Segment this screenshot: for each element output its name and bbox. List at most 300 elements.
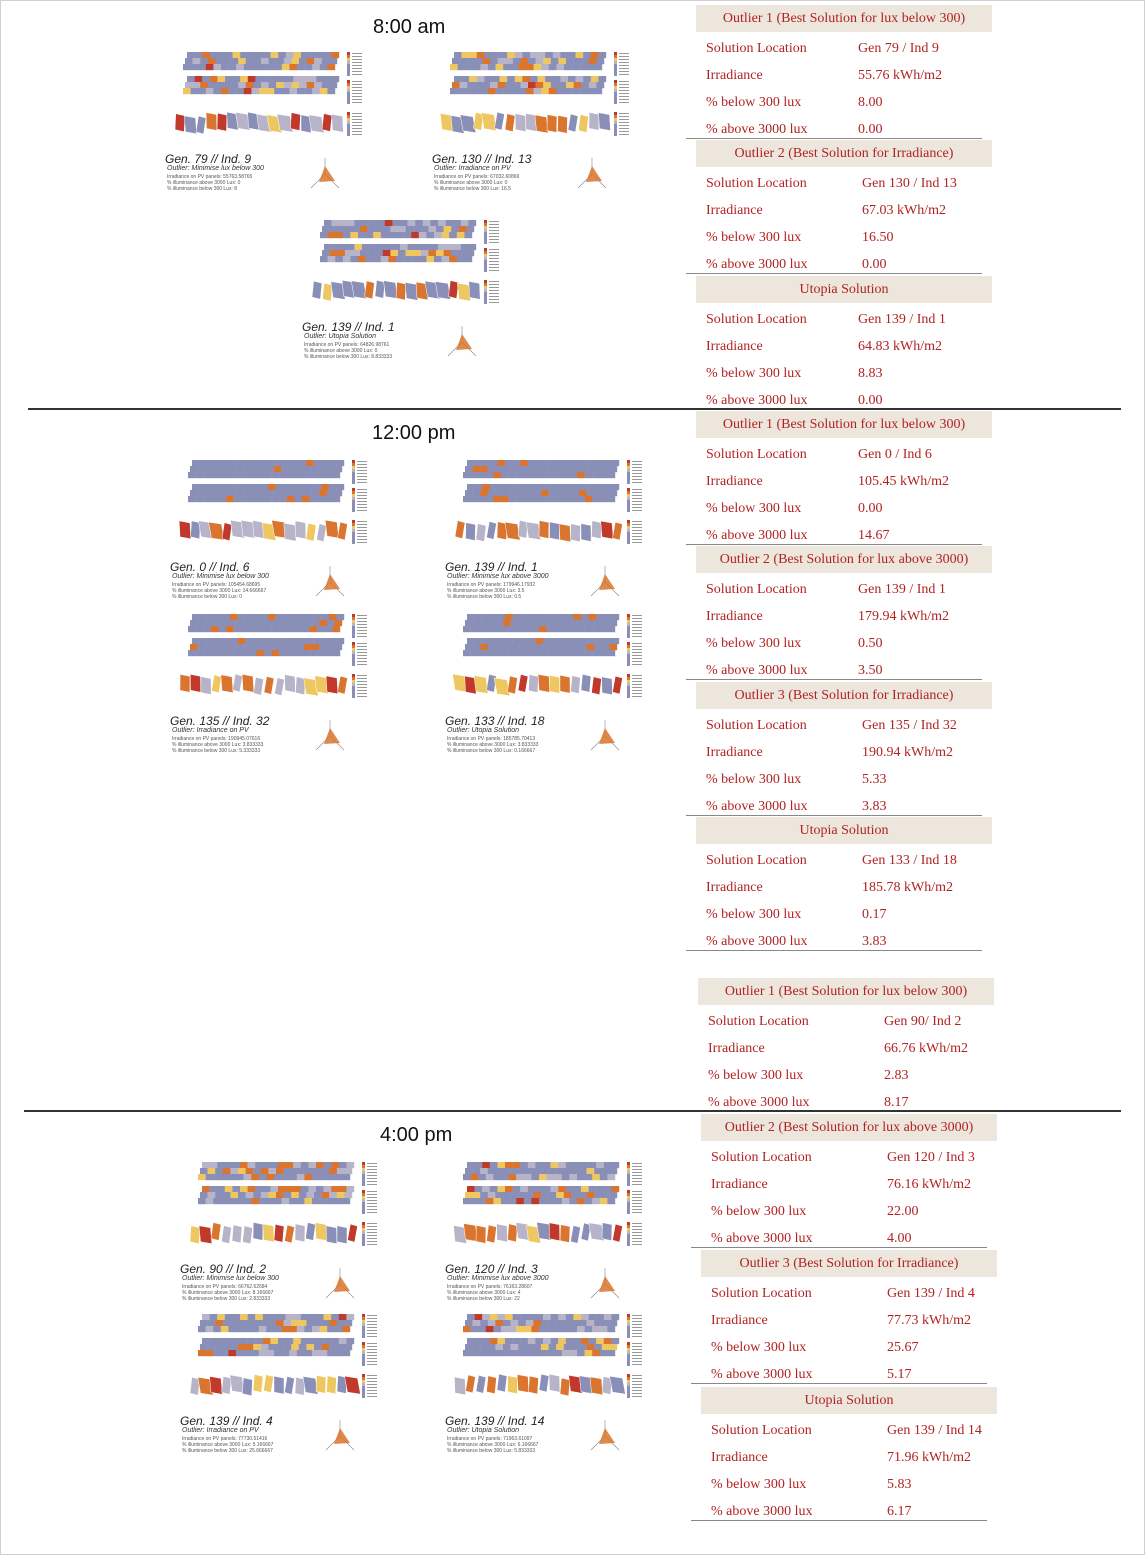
irradiance-cell: [475, 1314, 483, 1320]
legend-tick: [619, 99, 629, 100]
irradiance-cell: [202, 52, 210, 58]
legend-tick: [632, 655, 642, 656]
row-label: Solution Location: [711, 1150, 812, 1165]
figure-subtitle: Outlier: Minimise lux below 300: [167, 165, 264, 172]
irradiance-cell: [482, 1186, 490, 1192]
irradiance-cell: [253, 1192, 261, 1198]
legend-swatch: [347, 121, 350, 124]
irradiance-cell: [498, 58, 506, 64]
irradiance-cell: [238, 460, 246, 466]
irradiance-cell: [319, 466, 327, 472]
legend-tick: [632, 482, 642, 483]
legend-tick: [367, 1209, 377, 1210]
irradiance-cell: [467, 484, 475, 490]
legend-swatch: [362, 1377, 365, 1380]
irradiance-cell: [336, 484, 344, 490]
irradiance-cell: [268, 638, 276, 644]
pv-panel: [579, 115, 589, 133]
row-label: Irradiance: [708, 1041, 765, 1056]
irradiance-cell: [185, 82, 193, 88]
irradiance-cell: [602, 644, 610, 650]
figure-subtitle: Outlier: Irradiance on PV: [182, 1427, 259, 1434]
legend-tick: [489, 252, 499, 253]
irradiance-cell: [327, 620, 335, 626]
legend-tick: [352, 53, 362, 54]
irradiance-cell: [215, 638, 223, 644]
pv-panel: [487, 1225, 497, 1243]
irradiance-cell: [581, 1314, 589, 1320]
irradiance-cell: [482, 82, 490, 88]
irradiance-cell: [549, 1320, 557, 1326]
floor-plane-2: [198, 1338, 354, 1356]
panel-row: [711, 1231, 997, 1251]
irradiance-cell: [596, 1314, 604, 1320]
figure-note: Irradiance on PV panels: 67032.60869: [434, 174, 520, 180]
irradiance-cell: [322, 1192, 330, 1198]
legend-swatch: [352, 651, 355, 654]
legend-swatch: [627, 506, 630, 509]
irradiance-cell: [526, 64, 534, 70]
irradiance-cell: [480, 644, 488, 650]
pv-panel: [613, 522, 623, 540]
irradiance-cell: [208, 1168, 216, 1174]
legend-tick: [632, 618, 642, 619]
floor-plane-2: [188, 638, 344, 656]
irradiance-cell: [496, 88, 504, 94]
pv-panel: [326, 1226, 337, 1244]
irradiance-cell: [547, 1326, 555, 1332]
irradiance-cell: [462, 76, 470, 82]
irradiance-cell: [289, 466, 297, 472]
irradiance-cell: [518, 1320, 526, 1326]
irradiance-cell: [509, 1174, 517, 1180]
irradiance-cell: [366, 256, 374, 262]
legend-tick: [632, 461, 642, 462]
irradiance-cell: [183, 88, 191, 94]
irradiance-cell: [480, 1320, 488, 1326]
irradiance-cell: [556, 490, 564, 496]
irradiance-cell: [554, 472, 562, 478]
pv-panel: [476, 524, 486, 542]
pv-panel: [449, 280, 459, 298]
legend-swatch: [347, 118, 350, 121]
legend-tick: [367, 1352, 377, 1353]
panel-row: [711, 1313, 997, 1333]
legend-swatch: [627, 663, 630, 666]
legend-swatch: [484, 283, 487, 286]
legend-tick: [489, 239, 499, 240]
irradiance-cell: [411, 256, 419, 262]
irradiance-cell: [342, 1350, 350, 1356]
irradiance-cell: [551, 460, 559, 466]
row-value: 14.67: [858, 528, 890, 543]
irradiance-cell: [543, 1338, 551, 1344]
irradiance-cell: [428, 226, 436, 232]
irradiance-cell: [218, 626, 226, 632]
legend-swatch: [352, 497, 355, 500]
irradiance-cell: [463, 1326, 471, 1332]
irradiance-cell: [581, 460, 589, 466]
legend-tick: [367, 1184, 377, 1185]
irradiance-cell: [223, 1320, 231, 1326]
irradiance-cell: [475, 1162, 483, 1168]
irradiance-cell: [225, 52, 233, 58]
panel-row: [706, 366, 992, 386]
pv-panel: [559, 524, 571, 542]
legend-swatch: [484, 241, 487, 244]
irradiance-cell: [243, 466, 251, 472]
irradiance-cell: [314, 1344, 322, 1350]
row-label: Solution Location: [706, 41, 807, 56]
legend-swatch: [362, 1392, 365, 1395]
irradiance-cell: [228, 490, 236, 496]
irradiance-cell: [240, 52, 248, 58]
legend-tick: [632, 643, 642, 644]
irradiance-cell: [200, 58, 208, 64]
legend-swatch: [362, 1314, 365, 1317]
irradiance-cell: [346, 1186, 354, 1192]
irradiance-cell: [473, 490, 481, 496]
simulation-model-graphic: [432, 50, 632, 150]
irradiance-cell: [238, 58, 246, 64]
irradiance-cell: [533, 1192, 541, 1198]
row-label: % below 300 lux: [711, 1204, 807, 1219]
legend-swatch: [362, 1323, 365, 1326]
irradiance-cell: [465, 490, 473, 496]
irradiance-cell: [419, 256, 427, 262]
irradiance-cell: [569, 1174, 577, 1180]
irradiance-cell: [430, 244, 438, 250]
irradiance-cell: [554, 1350, 562, 1356]
irradiance-cell: [230, 1168, 238, 1174]
irradiance-cell: [240, 76, 248, 82]
irradiance-cell: [564, 466, 572, 472]
legend-swatch: [362, 1329, 365, 1332]
irradiance-cell: [208, 1192, 216, 1198]
irradiance-cell: [549, 88, 557, 94]
irradiance-cell: [511, 1320, 519, 1326]
panel-row: [706, 663, 992, 683]
irradiance-cell: [488, 490, 496, 496]
panel-header: Outlier 2 (Best Solution for lux above 3000): [696, 546, 992, 573]
irradiance-cell: [195, 52, 203, 58]
legend-tick: [632, 652, 642, 653]
irradiance-cell: [531, 650, 539, 656]
legend-tick: [632, 624, 642, 625]
irradiance-cell: [251, 1198, 259, 1204]
irradiance-cell: [467, 82, 475, 88]
irradiance-cell: [294, 472, 302, 478]
irradiance-cell: [259, 1174, 267, 1180]
irradiance-cell: [594, 1168, 602, 1174]
irradiance-cell: [191, 64, 199, 70]
legend-tick: [619, 96, 629, 97]
legend-swatch: [627, 1380, 630, 1383]
radar-glyph: [585, 562, 625, 602]
pv-louvre-row: [180, 674, 348, 696]
irradiance-cell: [271, 52, 279, 58]
pv-panel: [590, 1377, 603, 1395]
irradiance-cell: [520, 1338, 528, 1344]
irradiance-cell: [332, 650, 340, 656]
legend-tick: [632, 636, 642, 637]
irradiance-cell: [609, 490, 617, 496]
irradiance-cell: [260, 484, 268, 490]
irradiance-cell: [526, 1168, 534, 1174]
pv-panel: [487, 1376, 497, 1394]
legend-tick: [367, 1315, 377, 1316]
legend-tick: [632, 678, 642, 679]
irradiance-cell: [473, 88, 481, 94]
legend-tick: [632, 492, 642, 493]
irradiance-cell: [609, 644, 617, 650]
irradiance-cell: [335, 232, 343, 238]
irradiance-cell: [240, 1162, 248, 1168]
row-label: Irradiance: [706, 745, 763, 760]
legend-swatch: [627, 645, 630, 648]
irradiance-cell: [556, 644, 564, 650]
row-value: 8.00: [858, 95, 883, 110]
panel-row: [708, 1014, 994, 1034]
irradiance-cell: [581, 1338, 589, 1344]
irradiance-cell: [220, 644, 228, 650]
legend-tick: [357, 489, 367, 490]
irradiance-cell: [310, 472, 318, 478]
irradiance-cell: [477, 52, 485, 58]
figure-note: Irradiance on PV panels: 55763.58765: [167, 174, 253, 180]
irradiance-cell: [398, 250, 406, 256]
legend-tick: [352, 102, 362, 103]
irradiance-cell: [602, 490, 610, 496]
irradiance-cell: [283, 460, 291, 466]
irradiance-cell: [558, 58, 566, 64]
row-value: 0.00: [858, 122, 883, 137]
irradiance-cell: [471, 1198, 479, 1204]
legend-bar-2: [627, 1190, 642, 1214]
pv-panel: [539, 1374, 549, 1392]
irradiance-cell: [450, 88, 458, 94]
legend-tick: [619, 113, 629, 114]
irradiance-cell: [261, 1320, 269, 1326]
irradiance-cell: [513, 1338, 521, 1344]
legend-swatch: [347, 127, 350, 130]
irradiance-cell: [538, 76, 546, 82]
floor-plane-2: [198, 1186, 354, 1204]
legend-swatch: [627, 1196, 630, 1199]
legend-swatch: [347, 124, 350, 127]
irradiance-cell: [396, 256, 404, 262]
irradiance-cell: [467, 1162, 475, 1168]
legend-tick: [632, 479, 642, 480]
irradiance-cell: [188, 626, 196, 632]
legend-swatch: [362, 1168, 365, 1171]
irradiance-cell: [611, 1338, 619, 1344]
legend-swatch: [362, 1196, 365, 1199]
legend-swatch: [627, 654, 630, 657]
figure-note: % illuminance below 300 Lux: 5.833333: [447, 1448, 536, 1454]
legend-tick: [632, 675, 642, 676]
legend-tick: [357, 533, 367, 534]
legend-tick: [367, 1191, 377, 1192]
legend-tick: [489, 284, 499, 285]
irradiance-cell: [518, 64, 526, 70]
irradiance-cell: [509, 626, 517, 632]
panel-row: [706, 745, 992, 765]
irradiance-cell: [592, 1198, 600, 1204]
pv-panel: [322, 114, 332, 132]
legend-tick: [632, 1229, 642, 1230]
irradiance-cell: [200, 638, 208, 644]
legend-tick: [489, 249, 499, 250]
irradiance-cell: [556, 466, 564, 472]
figure-note: % illuminance below 300 Lux: 25.666667: [182, 1448, 273, 1454]
irradiance-cell: [217, 1314, 225, 1320]
legend-tick: [352, 122, 362, 123]
pv-panel: [332, 114, 344, 132]
irradiance-cell: [346, 1314, 354, 1320]
irradiance-cell: [463, 1198, 471, 1204]
irradiance-cell: [238, 1168, 246, 1174]
irradiance-cell: [493, 1326, 501, 1332]
legend-tick: [367, 1175, 377, 1176]
irradiance-cell: [383, 226, 391, 232]
row-label: Solution Location: [711, 1423, 812, 1438]
pv-panel: [263, 1224, 274, 1242]
irradiance-cell: [230, 1320, 238, 1326]
irradiance-cell: [460, 82, 468, 88]
legend-swatch: [484, 251, 487, 254]
irradiance-cell: [503, 620, 511, 626]
row-value: 4.00: [887, 1231, 912, 1246]
irradiance-cell: [503, 88, 511, 94]
legend-swatch: [484, 220, 487, 223]
legend-tick: [367, 1390, 377, 1391]
irradiance-cell: [354, 220, 362, 226]
irradiance-cell: [569, 496, 577, 502]
legend-swatch: [627, 1174, 630, 1177]
legend-swatch: [352, 503, 355, 506]
irradiance-cell: [495, 466, 503, 472]
irradiance-cell: [291, 82, 299, 88]
legend-swatch: [352, 500, 355, 503]
pv-panel: [396, 282, 406, 300]
irradiance-cell: [554, 1326, 562, 1332]
pv-panel: [222, 523, 232, 541]
irradiance-cell: [528, 1186, 536, 1192]
radar-area: [319, 166, 335, 182]
irradiance-cell: [297, 1350, 305, 1356]
figure-note: Irradiance on PV panels: 105454.68695: [172, 582, 261, 588]
irradiance-cell: [463, 650, 471, 656]
irradiance-cell: [596, 460, 604, 466]
irradiance-cell: [228, 620, 236, 626]
legend-swatch: [347, 112, 350, 115]
legend-bar-3: [362, 1374, 377, 1398]
irradiance-cell: [207, 638, 215, 644]
legend-swatch: [614, 92, 617, 95]
figure-note: % illuminance above 3000 Lux: 0: [167, 180, 241, 186]
irradiance-cell: [245, 460, 253, 466]
irradiance-cell: [286, 1162, 294, 1168]
pv-panel: [337, 1226, 347, 1244]
legend-tick: [357, 510, 367, 511]
irradiance-cell: [269, 58, 277, 64]
irradiance-cell: [282, 1350, 290, 1356]
legend-swatch: [362, 1395, 365, 1398]
irradiance-cell: [520, 484, 528, 490]
irradiance-cell: [449, 256, 457, 262]
irradiance-cell: [539, 650, 547, 656]
irradiance-cell: [526, 1320, 534, 1326]
irradiance-cell: [198, 490, 206, 496]
legend-swatch: [362, 1228, 365, 1231]
irradiance-cell: [466, 226, 474, 232]
legend-bar-1: [352, 460, 367, 484]
legend-swatch: [627, 617, 630, 620]
irradiance-cell: [426, 232, 434, 238]
irradiance-cell: [334, 466, 342, 472]
irradiance-cell: [271, 76, 279, 82]
legend-tick: [357, 536, 367, 537]
irradiance-cell: [221, 88, 229, 94]
irradiance-cell: [551, 614, 559, 620]
irradiance-cell: [524, 1350, 532, 1356]
legend-tick: [619, 84, 629, 85]
irradiance-cell: [533, 466, 541, 472]
legend-tick: [367, 1349, 377, 1350]
irradiance-cell: [566, 1162, 574, 1168]
panel-row: [706, 447, 992, 467]
row-label: % below 300 lux: [711, 1477, 807, 1492]
legend-tick: [352, 87, 362, 88]
irradiance-cell: [541, 1344, 549, 1350]
irradiance-cell: [266, 1326, 274, 1332]
irradiance-cell: [594, 490, 602, 496]
irradiance-cell: [513, 460, 521, 466]
pv-panel: [274, 1376, 284, 1394]
pv-louvre-row: [312, 280, 480, 301]
irradiance-cell: [339, 1338, 347, 1344]
pv-panel: [550, 522, 560, 540]
legend-tick: [367, 1324, 377, 1325]
irradiance-cell: [293, 52, 301, 58]
irradiance-cell: [511, 1168, 519, 1174]
irradiance-cell: [513, 1314, 521, 1320]
irradiance-cell: [307, 58, 315, 64]
pv-panel: [535, 115, 548, 133]
irradiance-cell: [251, 466, 259, 472]
legend-tick: [619, 71, 629, 72]
irradiance-cell: [350, 256, 358, 262]
legend-swatch: [627, 660, 630, 663]
irradiance-cell: [463, 1350, 471, 1356]
irradiance-cell: [281, 644, 289, 650]
row-value: 8.83: [858, 366, 883, 381]
legend-swatch: [347, 133, 350, 136]
legend-tick: [489, 224, 499, 225]
irradiance-cell: [509, 472, 517, 478]
irradiance-cell: [307, 82, 315, 88]
legend-swatch: [627, 648, 630, 651]
irradiance-cell: [450, 64, 458, 70]
irradiance-cell: [486, 1174, 494, 1180]
irradiance-cell: [574, 82, 582, 88]
irradiance-cell: [598, 52, 606, 58]
legend-tick: [357, 624, 367, 625]
irradiance-cell: [337, 1320, 345, 1326]
irradiance-cell: [193, 82, 201, 88]
irradiance-cell: [478, 472, 486, 478]
